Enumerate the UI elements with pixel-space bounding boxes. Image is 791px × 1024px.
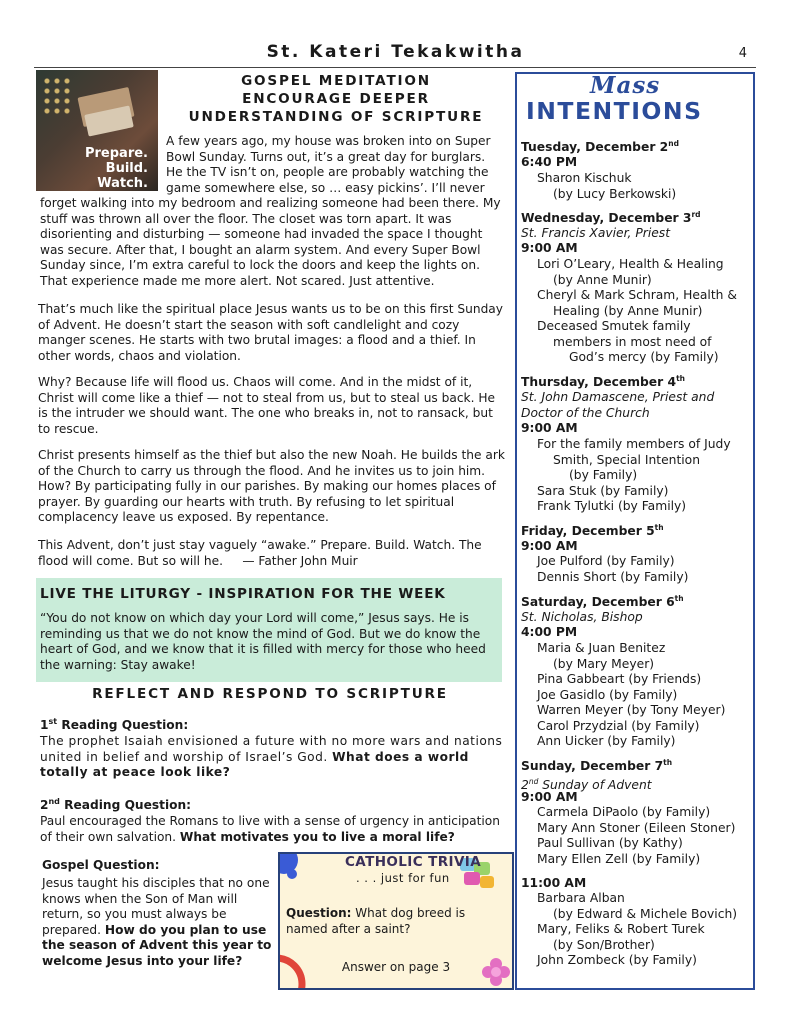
mass-intentions-script-title: Mass [590, 72, 661, 99]
mass-intention-list: Lori O’Leary, Health & Healing (by Anne Munir) Cheryl & Mark Schram, Health & Healing (by Anne Munir) Deceased Smutek family members in most need of God’s mercy (by Family) [537, 257, 737, 364]
trivia-heading: CATHOLIC TRIVIA [345, 854, 482, 870]
first-reading-question: The prophet Isaiah envisioned a future with no more wars and nations united in belief and worship of Israel’s God. What does a world totally at peace look like? [40, 734, 503, 779]
mass-time: 9:00 AM [521, 539, 578, 553]
mass-day: Friday, December 5th [521, 523, 664, 539]
mass-time: 9:00 AM [521, 790, 578, 804]
mass-feast: St. Nicholas, Bishop [521, 610, 643, 624]
page-number: 4 [738, 46, 747, 61]
mass-intention-list: Carmela DiPaolo (by Family) Mary Ann Stoner (Eileen Stoner) Paul Sullivan (by Kathy) Mary Ellen Zell (by Family) [537, 805, 736, 866]
meditation-paragraph: This Advent, don’t just stay vaguely “awake.” Prepare. Build. Watch. The flood will come. But so will he. — Father John Muir [38, 538, 482, 568]
mass-time: 9:00 AM [521, 241, 578, 255]
advent-photo [36, 70, 158, 191]
mass-intention-list: For the family members of Judy Smith, Special Intention (by Family) Sara Stuk (by Family) Frank Tylutki (by Family) [537, 437, 731, 513]
photo-caption: Prepare. Build. Watch. [84, 146, 148, 191]
meditation-author: — Father John Muir [242, 553, 358, 568]
mass-time: 9:00 AM [521, 421, 578, 435]
mass-feast: 2nd Sunday of Advent [521, 777, 652, 793]
header-divider [34, 67, 756, 68]
mass-feast: St. Francis Xavier, Priest [521, 226, 671, 240]
trivia-question: Question: What dog breed is named after a saint? [286, 906, 466, 936]
mass-intention-list: Maria & Juan Benitez (by Mary Meyer) Pina Gabbeart (by Friends) Joe Gasidlo (by Family) Warren Meyer (by Tony Meyer) Carol Przydzial (by Family) Ann Uicker (by Family) [537, 641, 726, 748]
mass-day: Sunday, December 7th [521, 758, 673, 774]
mass-day: Thursday, December 4th [521, 374, 685, 390]
mass-time: 4:00 PM [521, 625, 578, 639]
second-reading-question: Paul encouraged the Romans to live with a sense of urgency in anticipation of their own salvation. What motivates you to live a moral life? [40, 814, 500, 844]
meditation-paragraph: Why? Because life will flood us. Chaos will come. And in the midst of it, Christ will come like a thief — not to steal from us, but to steal us back. He is the intruder we should want. The one who breaks in, not to ransack, but to rescue. [38, 375, 496, 436]
paint-splash-icon [287, 869, 297, 879]
string-lights-icon [42, 76, 72, 116]
liturgy-heading: LIVE THE LITURGY - INSPIRATION FOR THE WEEK [40, 586, 446, 602]
gospel-meditation-heading: GOSPEL MEDITATION ENCOURAGE DEEPER UNDERSTANDING OF SCRIPTURE [188, 73, 484, 125]
gospel-question-label: Gospel Question: [42, 858, 160, 872]
mass-intentions-title: INTENTIONS [526, 97, 703, 125]
first-reading-label: 1st Reading Question: [40, 717, 189, 733]
liturgy-text: “You do not know on which day your Lord will come,” Jesus says. He is reminding us that we do not know the mind of God. But we do know the heart of God, and we know that it is filled with mercy for those who heed the warning: Stay awake! [40, 611, 486, 672]
gospel-question: Jesus taught his disciples that no one knows when the Son of Man will return, so you must always be prepared. How do you plan to use the season of Advent this year to welcome Jesus into your life? [42, 876, 272, 968]
mass-intention-list: Joe Pulford (by Family) Dennis Short (by Family) [537, 554, 689, 584]
mass-intention-list: Sharon Kischuk (by Lucy Berkowski) [537, 171, 677, 201]
mass-time: 11:00 AM [521, 876, 587, 890]
mass-time: 6:40 PM [521, 155, 578, 169]
meditation-paragraph: forget walking into my bedroom and realizing someone had been there. My stuff was thrown all over the floor. The closet was torn apart. It was disorienting and disturbing — someone had invaded the space I thought was secure. After that, I bought an alarm system. And every Super Bowl Sunday since, I’m extra careful to lock the doors and keep the lights on. That experience made me more alert. Not scared. Just attentive. [40, 196, 501, 288]
meditation-paragraph: A few years ago, my house was broken into on Super Bowl Sunday. Turns out, it’s a great day for burglars. He the TV isn’t on, people are probably watching the game somewhere else, so … easy pickins’. I’ll never [166, 134, 491, 195]
mass-intention-list: Barbara Alban (by Edward & Michele Bovich) Mary, Feliks & Robert Turek (by Son/Brother) John Zombeck (by Family) [537, 891, 738, 967]
second-reading-label: 2nd Reading Question: [40, 797, 192, 813]
mass-day: Tuesday, December 2nd [521, 139, 679, 155]
mass-day: Saturday, December 6th [521, 594, 684, 610]
trivia-subheading: . . . just for fun [356, 871, 450, 885]
reflect-heading: REFLECT AND RESPOND TO SCRIPTURE [92, 686, 448, 702]
meditation-paragraph: That’s much like the spiritual place Jesus wants us to be on this first Sunday of Advent. He doesn’t start the season with soft candlelight and cozy manger scenes. He starts with two brutal images: a flood and a thief. In other words, chaos and violation. [38, 302, 503, 363]
mass-feast: St. John Damascene, Priest and Doctor of the Church [521, 390, 715, 420]
meditation-paragraph: Christ presents himself as the thief but also the new Noah. He builds the ark of the Church to carry us through the flood. And he invites us to join him. How? By participating fully in our parishes. By making our homes places of prayer. By guarding our hearts with truth. By refusing to let spiritual complacency leave us exposed. By repentance. [38, 448, 505, 524]
trivia-answer-note: Answer on page 3 [341, 960, 451, 974]
page-title: St. Kateri Tekakwitha [266, 42, 525, 62]
mass-day: Wednesday, December 3rd [521, 210, 701, 226]
